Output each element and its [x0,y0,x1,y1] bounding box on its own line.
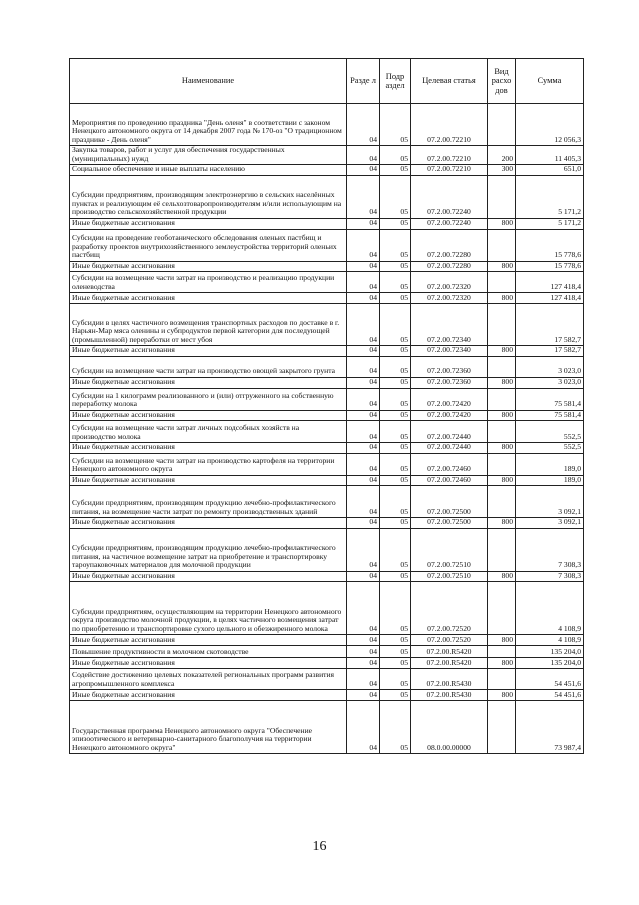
cell-subsection: 05 [380,646,411,658]
cell-type: 800 [488,218,516,229]
table-row [70,701,584,754]
cell-section: 04 [347,346,380,357]
cell-type [488,646,516,658]
cell-type [488,304,516,346]
cell-section: 04 [347,175,380,218]
table-row [70,146,584,165]
cell-target: 07.2.00.72510 [411,528,488,571]
cell-type [488,104,516,146]
cell-section: 04 [347,410,380,421]
cell-name: Иные бюджетные ассигнования [70,690,347,701]
cell-sum: 11 405,3 [516,146,584,165]
table-row [70,346,584,357]
cell-section: 04 [347,690,380,701]
cell-sum: 15 778,6 [516,261,584,272]
cell-type: 800 [488,261,516,272]
cell-name: Субсидии предприятиям, производящим продукцию лечебно-профилактического питания, на возмещение части затрат по ремонту производственных зданий [70,486,347,518]
cell-type [488,669,516,690]
cell-sum: 15 778,6 [516,229,584,261]
cell-type [488,421,516,443]
cell-sum: 17 582,7 [516,346,584,357]
cell-target: 07.2.00.72500 [411,518,488,529]
header-row [70,59,584,104]
cell-type: 800 [488,346,516,357]
cell-section: 04 [347,669,380,690]
col-header-sum: Сумма [516,59,584,104]
cell-target: 07.2.00.72440 [411,443,488,454]
cell-subsection: 05 [380,304,411,346]
cell-sum: 54 451,6 [516,690,584,701]
cell-name: Субсидии предприятиям, осуществляющим на территории Ненецкого автономного округа производство молочной продукции, в целях частичного возмещения затрат по приобретению и транспортировке сухого цельного и обезжиренного молока [70,582,347,635]
table-row [70,229,584,261]
page-number: 16 [312,839,327,854]
cell-subsection: 05 [380,453,411,475]
cell-target: 07.2.00.72520 [411,635,488,646]
cell-name: Иные бюджетные ассигнования [70,475,347,486]
table-row [70,272,584,293]
cell-type: 300 [488,165,516,176]
cell-name: Иные бюджетные ассигнования [70,261,347,272]
cell-target: 07.2.00.72420 [411,388,488,410]
cell-name: Повышение продуктивности в молочном скотоводстве [70,646,347,658]
cell-section: 04 [347,701,380,754]
table-row [70,635,584,646]
cell-name: Субсидии на возмещение части затрат личных подсобных хозяйств на производство молока [70,421,347,443]
table-row [70,175,584,218]
cell-type: 800 [488,635,516,646]
col-header-target: Целевая статья [411,59,488,104]
cell-subsection: 05 [380,104,411,146]
cell-sum: 552,5 [516,443,584,454]
cell-name: Иные бюджетные ассигнования [70,410,347,421]
cell-section: 04 [347,388,380,410]
cell-section: 04 [347,475,380,486]
cell-target: 08.0.00.00000 [411,701,488,754]
cell-type [488,453,516,475]
table-row [70,690,584,701]
table-row [70,475,584,486]
cell-subsection: 05 [380,356,411,377]
col-header-name: Наименование [70,59,347,104]
cell-subsection: 05 [380,410,411,421]
table-row [70,304,584,346]
col-header-subsection: Подр аздел [380,59,411,104]
table-row [70,218,584,229]
cell-target: 07.2.00.72460 [411,475,488,486]
table-row [70,528,584,571]
cell-section: 04 [347,146,380,165]
cell-subsection: 05 [380,669,411,690]
cell-target: 07.2.00.72210 [411,104,488,146]
cell-sum: 552,5 [516,421,584,443]
cell-name: Иные бюджетные ассигнования [70,635,347,646]
cell-name: Субсидии на возмещение части затрат на производство и реализацию продукции оленеводства [70,272,347,293]
cell-type: 800 [488,377,516,388]
cell-section: 04 [347,377,380,388]
cell-type: 800 [488,571,516,582]
cell-target: 07.2.00.72510 [411,571,488,582]
cell-sum: 4 108,9 [516,635,584,646]
cell-name: Иные бюджетные ассигнования [70,658,347,669]
cell-target: 07.2.00.R5420 [411,658,488,669]
cell-sum: 3 023,0 [516,377,584,388]
col-header-section: Разде л [347,59,380,104]
cell-subsection: 05 [380,293,411,304]
cell-name: Иные бюджетные ассигнования [70,571,347,582]
cell-target: 07.2.00.72240 [411,175,488,218]
cell-type [488,701,516,754]
cell-sum: 135 204,0 [516,646,584,658]
cell-subsection: 05 [380,635,411,646]
cell-name: Субсидии на возмещение части затрат на производство овощей закрытого грунта [70,356,347,377]
cell-type: 800 [488,475,516,486]
cell-type: 800 [488,658,516,669]
col-header-type: Вид расхо дов [488,59,516,104]
cell-sum: 5 171,2 [516,218,584,229]
cell-name: Иные бюджетные ассигнования [70,518,347,529]
cell-target: 07.2.00.72440 [411,421,488,443]
cell-section: 04 [347,518,380,529]
cell-target: 07.2.00.72500 [411,486,488,518]
cell-sum: 5 171,2 [516,175,584,218]
cell-section: 04 [347,104,380,146]
cell-name: Социальное обеспечение и иные выплаты населению [70,165,347,176]
cell-subsection: 05 [380,388,411,410]
cell-target: 07.2.00.R5430 [411,669,488,690]
table-row [70,571,584,582]
cell-target: 07.2.00.72520 [411,582,488,635]
cell-target: 07.2.00.72420 [411,410,488,421]
cell-section: 04 [347,421,380,443]
cell-type [488,356,516,377]
cell-sum: 651,0 [516,165,584,176]
cell-subsection: 05 [380,346,411,357]
cell-subsection: 05 [380,486,411,518]
cell-type [488,175,516,218]
cell-sum: 189,0 [516,475,584,486]
cell-target: 07.2.00.72210 [411,165,488,176]
cell-target: 07.2.00.72320 [411,272,488,293]
table-row [70,486,584,518]
cell-sum: 75 581,4 [516,388,584,410]
cell-section: 04 [347,635,380,646]
cell-section: 04 [347,293,380,304]
cell-sum: 12 056,3 [516,104,584,146]
cell-name: Субсидии на проведение геоботанического обследования оленьих пастбищ и разработку проектов внутрихозяйственного землеустройства территорий оленьих пастбищ [70,229,347,261]
cell-name: Иные бюджетные ассигнования [70,218,347,229]
table-row [70,421,584,443]
cell-target: 07.2.00.72280 [411,261,488,272]
cell-name: Субсидии предприятиям, производящим электроэнергию в сельских населённых пунктах и реализующим её сельхозтоваропроизводителям и/или использующим на производство сельскохозяйственной продукции [70,175,347,218]
cell-subsection: 05 [380,518,411,529]
cell-subsection: 05 [380,475,411,486]
cell-name: Мероприятия по проведению праздника "День оленя" в соответствии с законом Ненецкого автономного округа от 14 декабря 2007 года № 170-оз "О традиционном празднике - День оленя" [70,104,347,146]
cell-section: 04 [347,165,380,176]
table-row [70,261,584,272]
cell-subsection: 05 [380,218,411,229]
cell-type: 800 [488,518,516,529]
cell-subsection: 05 [380,261,411,272]
cell-sum: 75 581,4 [516,410,584,421]
cell-name: Субсидии на 1 килограмм реализованного и (или) отгруженного на собственную переработку молока [70,388,347,410]
cell-sum: 189,0 [516,453,584,475]
cell-section: 04 [347,646,380,658]
cell-section: 04 [347,453,380,475]
cell-type: 800 [488,410,516,421]
table-row [70,453,584,475]
cell-section: 04 [347,229,380,261]
cell-sum: 17 582,7 [516,304,584,346]
cell-subsection: 05 [380,175,411,218]
cell-subsection: 05 [380,528,411,571]
table-body [70,104,584,754]
cell-type [488,272,516,293]
cell-target: 07.2.00.72340 [411,304,488,346]
cell-type [488,528,516,571]
cell-subsection: 05 [380,658,411,669]
cell-target: 07.2.00.72320 [411,293,488,304]
cell-subsection: 05 [380,421,411,443]
cell-type [488,486,516,518]
cell-section: 04 [347,356,380,377]
table-row [70,443,584,454]
cell-section: 04 [347,272,380,293]
cell-sum: 3 092,1 [516,486,584,518]
cell-name: Иные бюджетные ассигнования [70,346,347,357]
table-row [70,388,584,410]
cell-target: 07.2.00.72360 [411,356,488,377]
cell-subsection: 05 [380,690,411,701]
cell-type [488,229,516,261]
cell-sum: 3 092,1 [516,518,584,529]
cell-target: 07.2.00.R5420 [411,646,488,658]
cell-type: 800 [488,293,516,304]
cell-subsection: 05 [380,272,411,293]
cell-target: 07.2.00.72280 [411,229,488,261]
cell-name: Субсидии предприятиям, производящим продукцию лечебно-профилактического питания, на частичное возмещение затрат на приобретение и транспортировку тароупаковочных материалов для молочной продукции [70,528,347,571]
cell-section: 04 [347,582,380,635]
cell-name: Государственная программа Ненецкого автономного округа "Обеспечение эпизоотического и ветеринарно-санитарного благополучия на территории Ненецкого автономного округа" [70,701,347,754]
cell-section: 04 [347,304,380,346]
cell-section: 04 [347,218,380,229]
cell-name: Содействие достижению целевых показателей региональных программ развития агропромышленного комплекса [70,669,347,690]
cell-section: 04 [347,571,380,582]
cell-subsection: 05 [380,701,411,754]
cell-target: 07.2.00.72240 [411,218,488,229]
cell-target: 07.2.00.72460 [411,453,488,475]
table-row [70,165,584,176]
cell-type: 800 [488,443,516,454]
cell-sum: 127 418,4 [516,293,584,304]
cell-section: 04 [347,443,380,454]
cell-subsection: 05 [380,165,411,176]
cell-target: 07.2.00.72210 [411,146,488,165]
cell-sum: 127 418,4 [516,272,584,293]
cell-name: Субсидии на возмещение части затрат на производство картофеля на территории Ненецкого автономного округа [70,453,347,475]
cell-type [488,582,516,635]
cell-target: 07.2.00.R5430 [411,690,488,701]
cell-section: 04 [347,658,380,669]
table-row [70,646,584,658]
cell-sum: 3 023,0 [516,356,584,377]
cell-name: Иные бюджетные ассигнования [70,293,347,304]
table-row [70,669,584,690]
cell-type [488,388,516,410]
cell-section: 04 [347,528,380,571]
table-row [70,410,584,421]
cell-subsection: 05 [380,443,411,454]
table-row [70,582,584,635]
cell-name: Иные бюджетные ассигнования [70,377,347,388]
cell-sum: 4 108,9 [516,582,584,635]
budget-table [69,58,584,754]
cell-name: Иные бюджетные ассигнования [70,443,347,454]
cell-sum: 135 204,0 [516,658,584,669]
table-row [70,356,584,377]
cell-sum: 7 308,3 [516,528,584,571]
cell-target: 07.2.00.72360 [411,377,488,388]
table-row [70,377,584,388]
cell-type: 800 [488,690,516,701]
cell-type: 200 [488,146,516,165]
table-row [70,518,584,529]
cell-name: Закупка товаров, работ и услуг для обеспечения государственных (муниципальных) нужд [70,146,347,165]
cell-subsection: 05 [380,229,411,261]
cell-section: 04 [347,486,380,518]
cell-sum: 73 987,4 [516,701,584,754]
table-row [70,104,584,146]
cell-sum: 7 308,3 [516,571,584,582]
cell-name: Субсидии в целях частичного возмещения транспортных расходов по доставке в г. Нарьян-Мар мяса оленины и субпродуктов первой категории для последующей (промышленной) переработки от мест убоя [70,304,347,346]
cell-section: 04 [347,261,380,272]
cell-subsection: 05 [380,146,411,165]
cell-subsection: 05 [380,582,411,635]
table-row [70,658,584,669]
cell-subsection: 05 [380,377,411,388]
cell-target: 07.2.00.72340 [411,346,488,357]
cell-sum: 54 451,6 [516,669,584,690]
cell-subsection: 05 [380,571,411,582]
table-row [70,293,584,304]
